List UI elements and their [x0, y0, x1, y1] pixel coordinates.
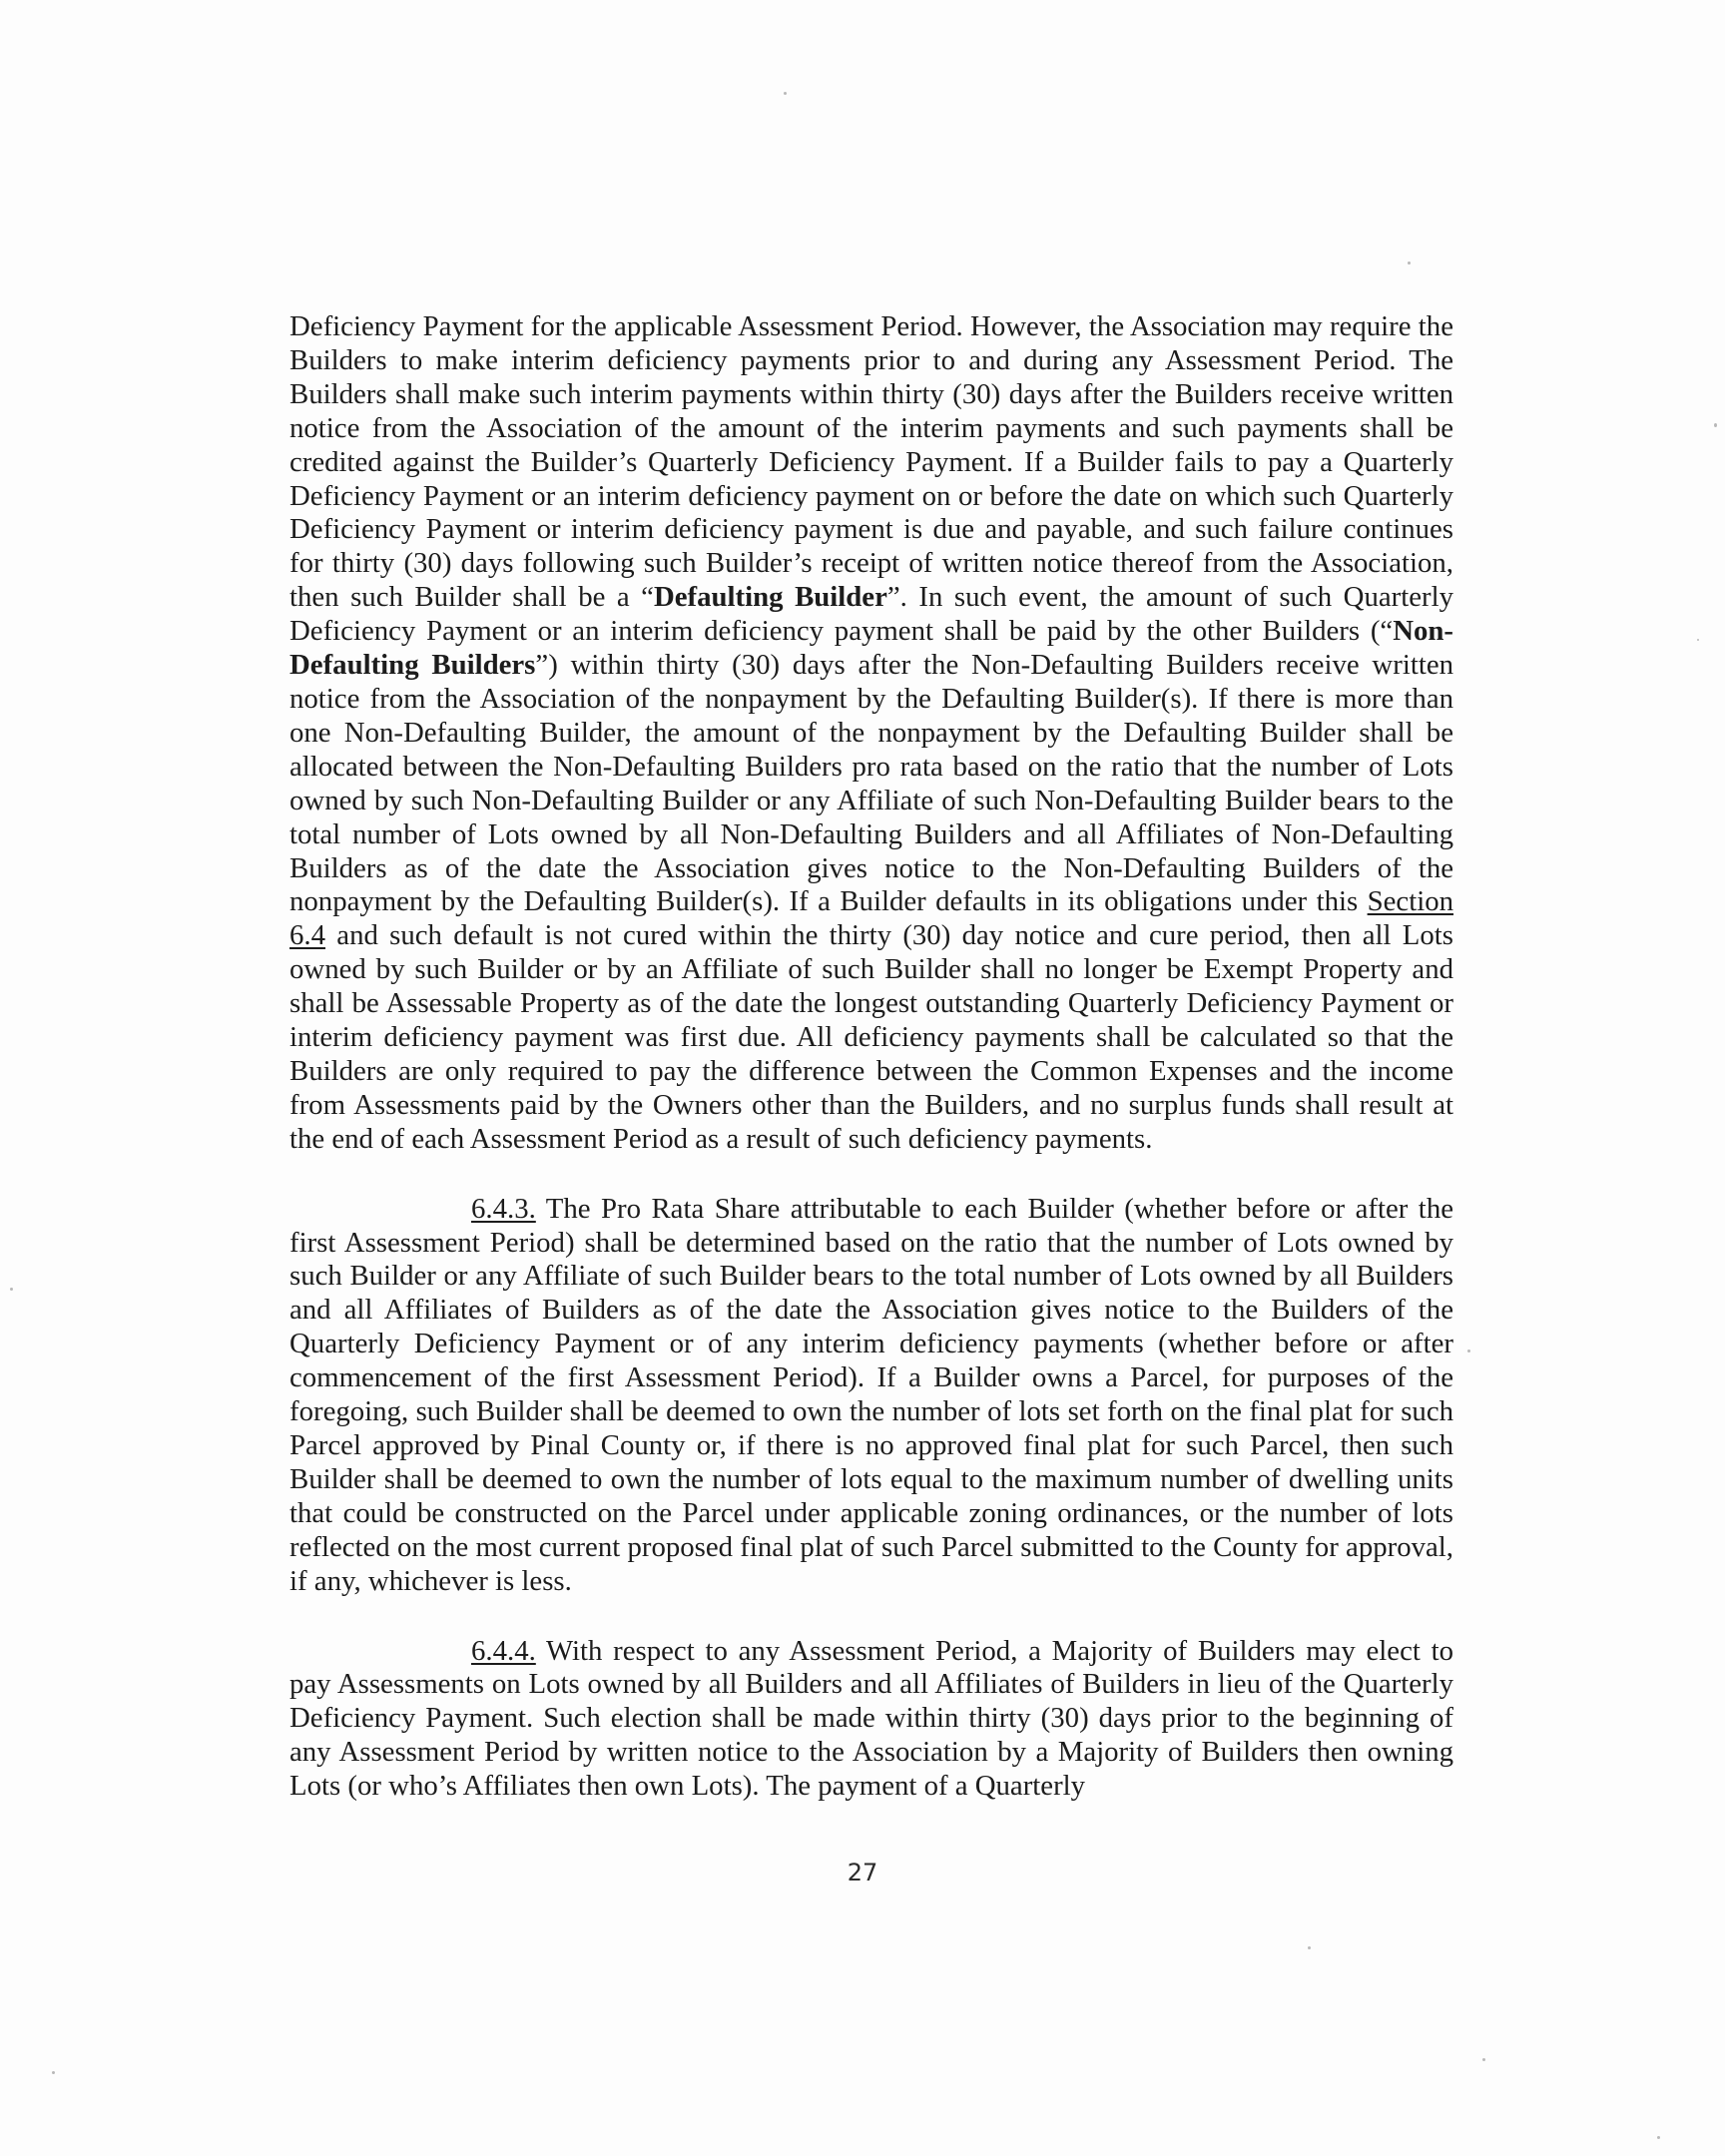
defined-term-non-defaulting-builders: Non-Defaulting Builders [289, 615, 1453, 682]
paragraph-text: With respect to any Assessment Period, a Majority of Builders may elect to pay Assessments on Lots owned by all Builders and all Affiliates of Builders in lieu of the Quarterly Deficiency Payment. Such election shall be made within thirty (30) days prior to the beginning of any Assessment Period by written notice to the Association by a Majority of Builders then owning Lots (or who’s Affiliates then own Lots). The payment of a Quarterly [289, 1634, 1453, 1803]
paragraph-spacer [289, 1157, 1453, 1193]
section-number: 6.4.4. [471, 1634, 536, 1667]
scan-speck [1657, 2136, 1660, 2139]
scan-speck [52, 2071, 55, 2074]
paragraph-6-4-4 [289, 1635, 1453, 1805]
paragraph-deficiency-payment [289, 310, 1453, 1157]
scan-speck [10, 1288, 13, 1291]
paragraph-spacer [289, 1599, 1453, 1635]
document-body [289, 310, 1453, 1804]
section-reference: Section 6.4 [289, 885, 1453, 952]
paragraph-6-4-3 [289, 1193, 1453, 1599]
scan-speck [1308, 1946, 1311, 1949]
paragraph-text: Deficiency Payment for the applicable Assessment Period. However, the Association may require the Builders to make interim deficiency payments prior to and during any Assessment Period. The Builders shall make such interim payments within thirty (30) days after the Builders receive written notice from the Association of the amount of the interim payments and such payments shall be credited against the Builder’s Quarterly Deficiency Payment. If a Builder fails to pay a Quarterly Deficiency Payment or an interim deficiency payment on or before the date on which such Quarterly Deficiency Payment or interim deficiency payment is due and payable, and such failure continues for thirty (30) days following such Builder’s receipt of written notice thereof from the Association, then such Builder shall be a “ [289, 310, 1453, 614]
scan-speck [1467, 1349, 1470, 1352]
paragraph-text: ”. In such event, the amount of such Quarterly Deficiency Payment or an interim deficiency payment shall be paid by the other Builders (“ [289, 581, 1453, 648]
paragraph-text: and such default is not cured within the thirty (30) day notice and cure period, then all Lots owned by such Builder or by an Affiliate of such Builder shall no longer be Exempt Property and shall be Assessable Property as of the date the longest outstanding Quarterly Deficiency Payment or interim deficiency payment was first due. All deficiency payments shall be calculated so that the Builders are only required to pay the difference between the Common Expenses and the income from Assessments paid by the Owners other than the Builders, and no surplus funds shall result at the end of each Assessment Period as a result of such deficiency payments. [289, 919, 1453, 1155]
defined-term-defaulting-builder: Defaulting Builder [653, 581, 887, 614]
page-number: 27 [847, 1859, 878, 1886]
paragraph-text: ”) within thirty (30) days after the Non-Defaulting Builders receive written notice from the Association of the nonpayment by the Defaulting Builder(s). If there is more than one Non-Defaulting Builder, the amount of the nonpayment by the Defaulting Builder shall be allocated between the Non-Defaulting Builders pro rata based on the ratio that the number of Lots owned by such Non-Defaulting Builder or any Affiliate of such Non-Defaulting Builder bears to the total number of Lots owned by all Non-Defaulting Builders and all Affiliates of Non-Defaulting Builders as of the date the Association gives notice to the Non-Defaulting Builders of the nonpayment by the Defaulting Builder(s). If a Builder defaults in its obligations under this [289, 649, 1453, 918]
scan-speck [1408, 262, 1411, 265]
scan-speck [784, 92, 787, 95]
scan-speck [1714, 423, 1717, 427]
paragraph-text: The Pro Rata Share attributable to each Builder (whether before or after the first Assessment Period) shall be determined based on the ratio that the number of Lots owned by such Builder or any Affiliate of such Builder bears to the total number of Lots owned by all Builders and all Affiliates of Builders as of the date the Association gives notice to the Builders of the Quarterly Deficiency Payment or of any interim deficiency payments (whether before or after commencement of the first Assessment Period). If a Builder owns a Parcel, for purposes of the foregoing, such Builder shall be deemed to own the number of lots set forth on the final plat for such Parcel approved by Pinal County or, if there is no approved final plat for such Parcel, then such Builder shall be deemed to own the number of lots equal to the maximum number of dwelling units that could be constructed on the Parcel under applicable zoning ordinances, or the number of lots reflected on the most current proposed final plat of such Parcel submitted to the County for approval, if any, whichever is less. [289, 1192, 1453, 1597]
section-number: 6.4.3. [471, 1192, 536, 1225]
scan-speck [1697, 639, 1699, 641]
scan-speck [1482, 2058, 1485, 2061]
